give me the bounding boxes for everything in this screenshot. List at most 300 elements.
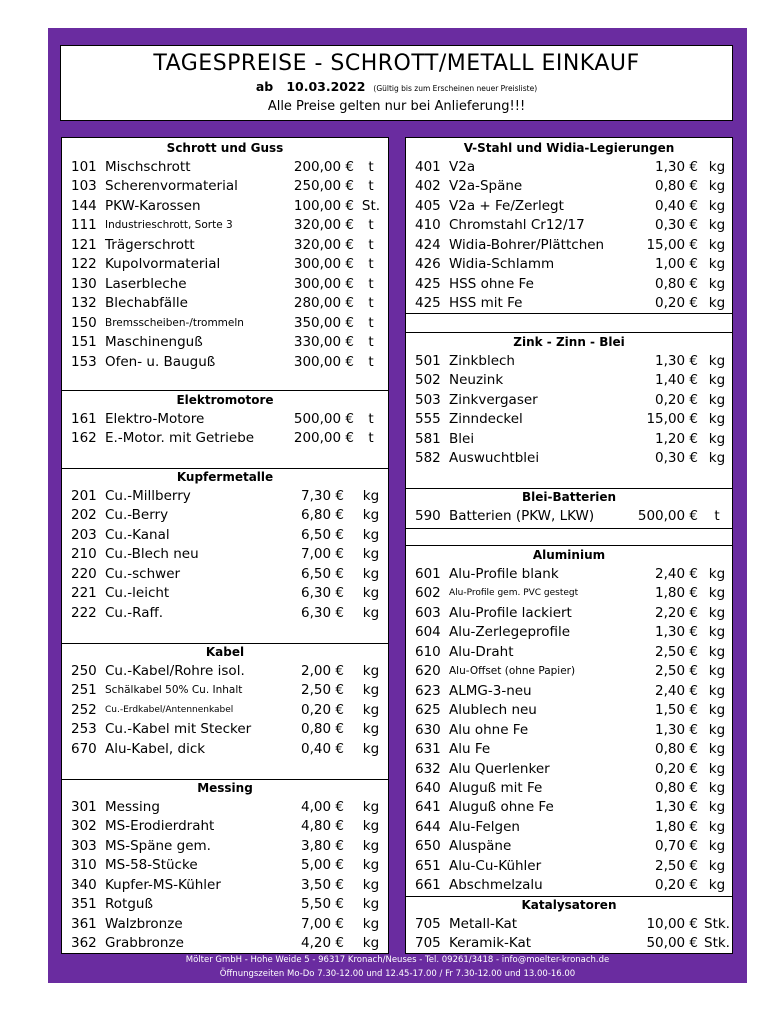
item-name: Ofen- u. Bauguß xyxy=(105,353,216,370)
price-row xyxy=(406,352,732,371)
price-row xyxy=(406,818,732,837)
item-code: 221 xyxy=(71,585,97,602)
item-code: 610 xyxy=(415,643,441,660)
item-unit: kg xyxy=(708,760,726,777)
item-price: 2,50 € xyxy=(655,857,698,874)
item-unit: t xyxy=(368,430,374,447)
item-price: 2,50 € xyxy=(655,663,698,680)
price-row xyxy=(406,798,732,817)
item-name: V2a xyxy=(449,159,476,175)
item-code: 670 xyxy=(71,740,97,757)
item-unit: kg xyxy=(708,295,726,312)
price-row xyxy=(406,779,732,798)
item-price: 500,00 € xyxy=(293,411,354,427)
price-row xyxy=(62,681,388,700)
price-row xyxy=(406,857,732,876)
item-name: Metall-Kat xyxy=(449,916,518,932)
item-unit: kg xyxy=(362,604,380,621)
date-line xyxy=(61,79,732,97)
item-code: 340 xyxy=(71,876,97,893)
item-name: Cu.-Kabel/Rohre isol. xyxy=(105,663,245,679)
item-unit: kg xyxy=(362,701,380,718)
item-unit: kg xyxy=(708,779,726,796)
item-unit: kg xyxy=(708,741,726,758)
item-code: 103 xyxy=(71,178,97,195)
item-name: HSS ohne Fe xyxy=(449,275,534,292)
price-row xyxy=(62,934,388,953)
item-price: 6,50 € xyxy=(301,526,344,543)
item-name: Alu-Profile blank xyxy=(449,566,559,582)
item-code: 361 xyxy=(71,915,97,932)
price-row xyxy=(406,255,732,274)
item-unit: kg xyxy=(708,391,726,408)
left-price-column xyxy=(61,137,389,954)
price-row xyxy=(62,353,388,372)
section-title-v-stahl-und-widia-legierungen: V-Stahl und Widia-Legierungen xyxy=(463,141,675,155)
price-row xyxy=(406,197,732,216)
price-row xyxy=(62,662,388,681)
item-price: 15,00 € xyxy=(646,411,698,428)
item-code: 425 xyxy=(415,295,441,312)
item-price: 0,80 € xyxy=(655,779,698,796)
price-row xyxy=(62,333,388,352)
item-name: Maschinenguß xyxy=(105,334,203,351)
section-divider xyxy=(406,313,732,314)
item-name: Blechabfälle xyxy=(105,295,188,312)
item-price: 200,00 € xyxy=(293,159,354,175)
item-name: Scherenvormaterial xyxy=(105,178,238,195)
item-code: 210 xyxy=(71,546,97,563)
price-row xyxy=(406,216,732,235)
item-name: Zinkblech xyxy=(449,353,515,369)
item-price: 300,00 € xyxy=(293,353,354,370)
price-row xyxy=(406,430,732,449)
item-price: 6,30 € xyxy=(301,604,344,621)
item-price: 4,00 € xyxy=(301,799,344,815)
item-unit: kg xyxy=(708,838,726,855)
item-code: 144 xyxy=(71,197,97,214)
section-title-aluminium: Aluminium xyxy=(532,548,606,562)
item-name: Alu-Felgen xyxy=(449,818,520,835)
item-code: 651 xyxy=(415,857,441,874)
item-price: 0,20 € xyxy=(301,701,344,718)
item-code: 630 xyxy=(415,721,441,738)
item-name: ALMG-3-neu xyxy=(449,682,532,699)
item-price: 1,30 € xyxy=(655,159,698,175)
item-name: Cu.-Berry xyxy=(105,507,169,524)
item-code: 705 xyxy=(415,935,441,952)
item-code: 150 xyxy=(71,314,97,331)
item-code: 132 xyxy=(71,295,97,312)
item-price: 1,40 € xyxy=(655,372,698,389)
item-name: Cu.-Kabel mit Stecker xyxy=(105,721,252,738)
item-code: 410 xyxy=(415,217,441,234)
item-code: 661 xyxy=(415,877,441,894)
item-unit: kg xyxy=(708,585,726,602)
section-title-messing: Messing xyxy=(197,781,253,795)
item-unit: kg xyxy=(362,818,380,835)
item-name: Aluguß ohne Fe xyxy=(449,799,554,816)
item-code: 426 xyxy=(415,256,441,273)
item-code: 252 xyxy=(71,701,97,718)
price-row xyxy=(62,915,388,934)
price-row xyxy=(62,584,388,603)
item-name: Kupolvormaterial xyxy=(105,256,221,273)
item-unit: t xyxy=(368,295,374,312)
item-unit: kg xyxy=(708,702,726,719)
item-price: 1,80 € xyxy=(655,818,698,835)
item-unit: kg xyxy=(362,565,380,582)
price-date: 10.03.2022 xyxy=(286,79,366,94)
price-row xyxy=(406,294,732,313)
section-title-elektromotore: Elektromotore xyxy=(176,393,274,407)
item-name: Widia-Schlamm xyxy=(449,256,555,273)
item-unit: St. xyxy=(361,197,381,214)
item-unit: kg xyxy=(362,876,380,893)
item-price: 250,00 € xyxy=(293,178,354,195)
item-unit: kg xyxy=(708,217,726,234)
item-name: Bremsscheiben-/trommeln xyxy=(105,316,244,329)
item-unit: t xyxy=(368,334,374,351)
price-row xyxy=(406,507,732,526)
item-name: Mischschrott xyxy=(105,159,191,175)
item-unit: kg xyxy=(362,682,380,699)
price-row xyxy=(406,701,732,720)
item-unit: kg xyxy=(362,896,380,913)
item-price: 4,20 € xyxy=(301,935,344,952)
section-title-blei-batterien: Blei-Batterien xyxy=(521,490,617,504)
item-price: 300,00 € xyxy=(293,256,354,273)
item-price: 4,80 € xyxy=(301,818,344,835)
item-price: 5,00 € xyxy=(301,857,344,874)
item-code: 201 xyxy=(71,488,97,504)
item-name: Alu-Offset (ohne Papier) xyxy=(449,665,576,678)
price-row xyxy=(62,158,388,177)
item-price: 2,50 € xyxy=(301,682,344,699)
item-name: MS-58-Stücke xyxy=(105,857,198,874)
item-unit: kg xyxy=(362,799,380,815)
item-price: 6,50 € xyxy=(301,565,344,582)
price-row xyxy=(62,294,388,313)
item-code: 581 xyxy=(415,430,441,447)
item-name: Aluspäne xyxy=(449,838,512,855)
item-code: 603 xyxy=(415,604,441,621)
item-price: 300,00 € xyxy=(293,275,354,292)
item-name: PKW-Karossen xyxy=(105,197,201,214)
item-code: 303 xyxy=(71,837,97,854)
item-unit: kg xyxy=(708,450,726,467)
item-price: 320,00 € xyxy=(293,217,354,234)
item-price: 0,20 € xyxy=(655,391,698,408)
price-row xyxy=(406,740,732,759)
item-code: 705 xyxy=(415,916,441,932)
price-row xyxy=(406,449,732,468)
item-name: MS-Erodierdraht xyxy=(105,818,215,835)
item-code: 111 xyxy=(71,217,97,234)
item-name: Alu-Cu-Kühler xyxy=(449,857,542,874)
item-code: 632 xyxy=(415,760,441,777)
price-row xyxy=(406,177,732,196)
item-name: Cu.-Millberry xyxy=(105,488,191,504)
item-unit: kg xyxy=(708,372,726,389)
price-row xyxy=(62,177,388,196)
price-row xyxy=(62,506,388,525)
item-code: 582 xyxy=(415,450,441,467)
item-name: Alu-Kabel, dick xyxy=(105,740,206,757)
item-price: 50,00 € xyxy=(646,935,698,952)
item-name: Neuzink xyxy=(449,372,504,389)
section-divider xyxy=(406,332,732,333)
item-price: 7,30 € xyxy=(301,488,344,504)
item-unit: kg xyxy=(362,740,380,757)
item-unit: kg xyxy=(362,546,380,563)
price-row xyxy=(62,236,388,255)
item-unit: t xyxy=(368,314,374,331)
item-name: Cu.-Blech neu xyxy=(105,546,199,563)
item-unit: kg xyxy=(362,915,380,932)
item-code: 402 xyxy=(415,178,441,195)
item-unit: kg xyxy=(362,663,380,679)
item-unit: kg xyxy=(362,526,380,543)
item-name: Aluguß mit Fe xyxy=(449,779,543,796)
item-name: Alu Querlenker xyxy=(449,760,550,777)
item-unit: Stk. xyxy=(704,916,730,932)
item-price: 1,50 € xyxy=(655,702,698,719)
price-row xyxy=(62,876,388,895)
price-row xyxy=(406,604,732,623)
item-unit: kg xyxy=(362,585,380,602)
price-row xyxy=(62,565,388,584)
item-unit: kg xyxy=(708,682,726,699)
item-code: 625 xyxy=(415,702,441,719)
item-unit: t xyxy=(368,236,374,253)
item-price: 5,50 € xyxy=(301,896,344,913)
item-price: 6,30 € xyxy=(301,585,344,602)
item-unit: t xyxy=(714,508,720,524)
item-unit: kg xyxy=(708,663,726,680)
item-unit: kg xyxy=(362,837,380,854)
item-unit: t xyxy=(368,353,374,370)
price-row xyxy=(406,837,732,856)
item-name: Alu-Profile lackiert xyxy=(449,604,572,621)
item-code: 302 xyxy=(71,818,97,835)
item-name: Laserbleche xyxy=(105,275,187,292)
item-price: 350,00 € xyxy=(293,314,354,331)
item-price: 1,80 € xyxy=(655,585,698,602)
item-code: 555 xyxy=(415,411,441,428)
item-name: Industrieschrott, Sorte 3 xyxy=(105,219,233,232)
item-code: 631 xyxy=(415,741,441,758)
item-unit: t xyxy=(368,159,374,175)
item-price: 200,00 € xyxy=(293,430,354,447)
item-code: 130 xyxy=(71,275,97,292)
item-code: 502 xyxy=(415,372,441,389)
item-price: 0,80 € xyxy=(655,275,698,292)
item-price: 0,20 € xyxy=(655,760,698,777)
footer xyxy=(48,953,747,981)
item-name: Messing xyxy=(105,799,160,815)
section-title-kabel: Kabel xyxy=(205,645,245,659)
item-name: V2a-Späne xyxy=(449,178,523,195)
item-unit: kg xyxy=(708,178,726,195)
price-row xyxy=(406,662,732,681)
price-row xyxy=(406,915,732,934)
price-row xyxy=(406,275,732,294)
price-row xyxy=(62,701,388,720)
item-unit: kg xyxy=(708,430,726,447)
price-row xyxy=(62,216,388,235)
footer-opening-hours: Öffnungszeiten Mo-Do 7.30-12.00 und 12.45-17.00 / Fr 7.30-12.00 und 13.00-16.00 xyxy=(219,969,576,979)
item-price: 1,00 € xyxy=(655,256,698,273)
item-code: 121 xyxy=(71,236,97,253)
section-title-schrott-und-guss: Schrott und Guss xyxy=(166,141,284,155)
item-unit: kg xyxy=(362,488,380,504)
item-code: 151 xyxy=(71,334,97,351)
price-row xyxy=(62,604,388,623)
item-name: Alu ohne Fe xyxy=(449,721,529,738)
item-price: 3,50 € xyxy=(301,876,344,893)
item-code: 425 xyxy=(415,275,441,292)
item-code: 362 xyxy=(71,935,97,952)
item-code: 501 xyxy=(415,353,441,369)
item-code: 351 xyxy=(71,896,97,913)
price-row xyxy=(62,740,388,759)
price-row xyxy=(406,760,732,779)
item-unit: kg xyxy=(708,721,726,738)
item-unit: kg xyxy=(708,159,726,175)
item-unit: kg xyxy=(708,353,726,369)
item-unit: kg xyxy=(708,877,726,894)
price-row xyxy=(62,526,388,545)
item-name: Cu.-Erdkabel/Antennenkabel xyxy=(105,704,234,715)
item-name: HSS mit Fe xyxy=(449,295,523,312)
price-row xyxy=(62,487,388,506)
section-title-zink-zinn-blei: Zink - Zinn - Blei xyxy=(513,335,625,349)
price-row xyxy=(406,876,732,895)
item-price: 320,00 € xyxy=(293,236,354,253)
item-unit: kg xyxy=(708,275,726,292)
item-price: 1,30 € xyxy=(655,353,698,369)
item-name: Alu-Draht xyxy=(449,643,514,660)
item-code: 620 xyxy=(415,663,441,680)
section-title-katalysatoren: Katalysatoren xyxy=(521,898,617,912)
item-price: 1,30 € xyxy=(655,624,698,641)
item-price: 330,00 € xyxy=(293,334,354,351)
item-name: Cu.-leicht xyxy=(105,585,170,602)
price-row xyxy=(406,934,732,953)
item-price: 1,30 € xyxy=(655,799,698,816)
item-code: 222 xyxy=(71,604,97,621)
price-row xyxy=(406,410,732,429)
item-code: 602 xyxy=(415,585,441,602)
item-name: Walzbronze xyxy=(105,915,183,932)
price-row xyxy=(406,584,732,603)
item-name: Zinkvergaser xyxy=(449,391,538,408)
item-price: 2,00 € xyxy=(301,663,344,679)
item-name: Chromstahl Cr12/17 xyxy=(449,217,585,234)
item-name: Rotguß xyxy=(105,896,153,913)
section-divider xyxy=(406,528,732,529)
item-price: 0,20 € xyxy=(655,295,698,312)
item-unit: kg xyxy=(708,857,726,874)
item-name: Keramik-Kat xyxy=(449,935,532,952)
item-code: 122 xyxy=(71,256,97,273)
item-code: 640 xyxy=(415,779,441,796)
item-name: Cu.-Kanal xyxy=(105,526,170,543)
item-name: Trägerschrott xyxy=(105,236,195,253)
price-row xyxy=(406,236,732,255)
item-unit: kg xyxy=(708,818,726,835)
price-row xyxy=(406,391,732,410)
price-row xyxy=(62,255,388,274)
item-price: 100,00 € xyxy=(293,197,354,214)
validity-note: (Gültig bis zum Erscheinen neuer Preisliste) xyxy=(373,84,538,93)
item-name: Alu-Zerlegeprofile xyxy=(449,624,571,641)
item-code: 503 xyxy=(415,391,441,408)
item-price: 7,00 € xyxy=(301,546,344,563)
item-name: Elektro-Motore xyxy=(105,411,205,427)
item-code: 641 xyxy=(415,799,441,816)
item-price: 15,00 € xyxy=(646,236,698,253)
price-row xyxy=(406,623,732,642)
item-price: 0,80 € xyxy=(655,741,698,758)
item-name: Batterien (PKW, LKW) xyxy=(449,508,595,524)
item-name: Alu Fe xyxy=(449,741,491,758)
price-row xyxy=(62,798,388,817)
item-price: 280,00 € xyxy=(293,295,354,312)
item-name: Grabbronze xyxy=(105,935,184,952)
item-name: Cu.-schwer xyxy=(105,565,181,582)
item-code: 220 xyxy=(71,565,97,582)
item-code: 250 xyxy=(71,663,97,679)
item-unit: kg xyxy=(708,799,726,816)
item-price: 2,40 € xyxy=(655,566,698,582)
item-unit: kg xyxy=(708,236,726,253)
item-price: 0,30 € xyxy=(655,217,698,234)
item-price: 0,40 € xyxy=(655,197,698,214)
item-code: 424 xyxy=(415,236,441,253)
item-code: 401 xyxy=(415,159,441,175)
item-name: Alu-Profile gem. PVC gestegt xyxy=(449,588,579,599)
right-price-column xyxy=(405,137,733,954)
section-divider xyxy=(406,545,732,546)
item-name: Zinndeckel xyxy=(449,411,523,428)
item-name: Auswuchtblei xyxy=(449,450,540,467)
item-code: 405 xyxy=(415,197,441,214)
item-price: 2,50 € xyxy=(655,643,698,660)
item-unit: Stk. xyxy=(704,935,730,952)
item-unit: kg xyxy=(362,935,380,952)
item-unit: kg xyxy=(708,411,726,428)
price-row xyxy=(406,643,732,662)
item-unit: kg xyxy=(708,604,726,621)
item-price: 1,20 € xyxy=(655,430,698,447)
item-price: 2,20 € xyxy=(655,604,698,621)
item-unit: t xyxy=(368,217,374,234)
item-name: MS-Späne gem. xyxy=(105,837,211,854)
price-row xyxy=(406,158,732,177)
item-code: 650 xyxy=(415,838,441,855)
item-code: 253 xyxy=(71,721,97,738)
item-price: 0,20 € xyxy=(655,877,698,894)
item-name: Blei xyxy=(449,430,475,447)
price-row xyxy=(406,565,732,584)
item-price: 6,80 € xyxy=(301,507,344,524)
item-name: Cu.-Raff. xyxy=(105,604,164,621)
item-code: 202 xyxy=(71,507,97,524)
item-name: Alublech neu xyxy=(449,702,537,719)
item-price: 0,70 € xyxy=(655,838,698,855)
